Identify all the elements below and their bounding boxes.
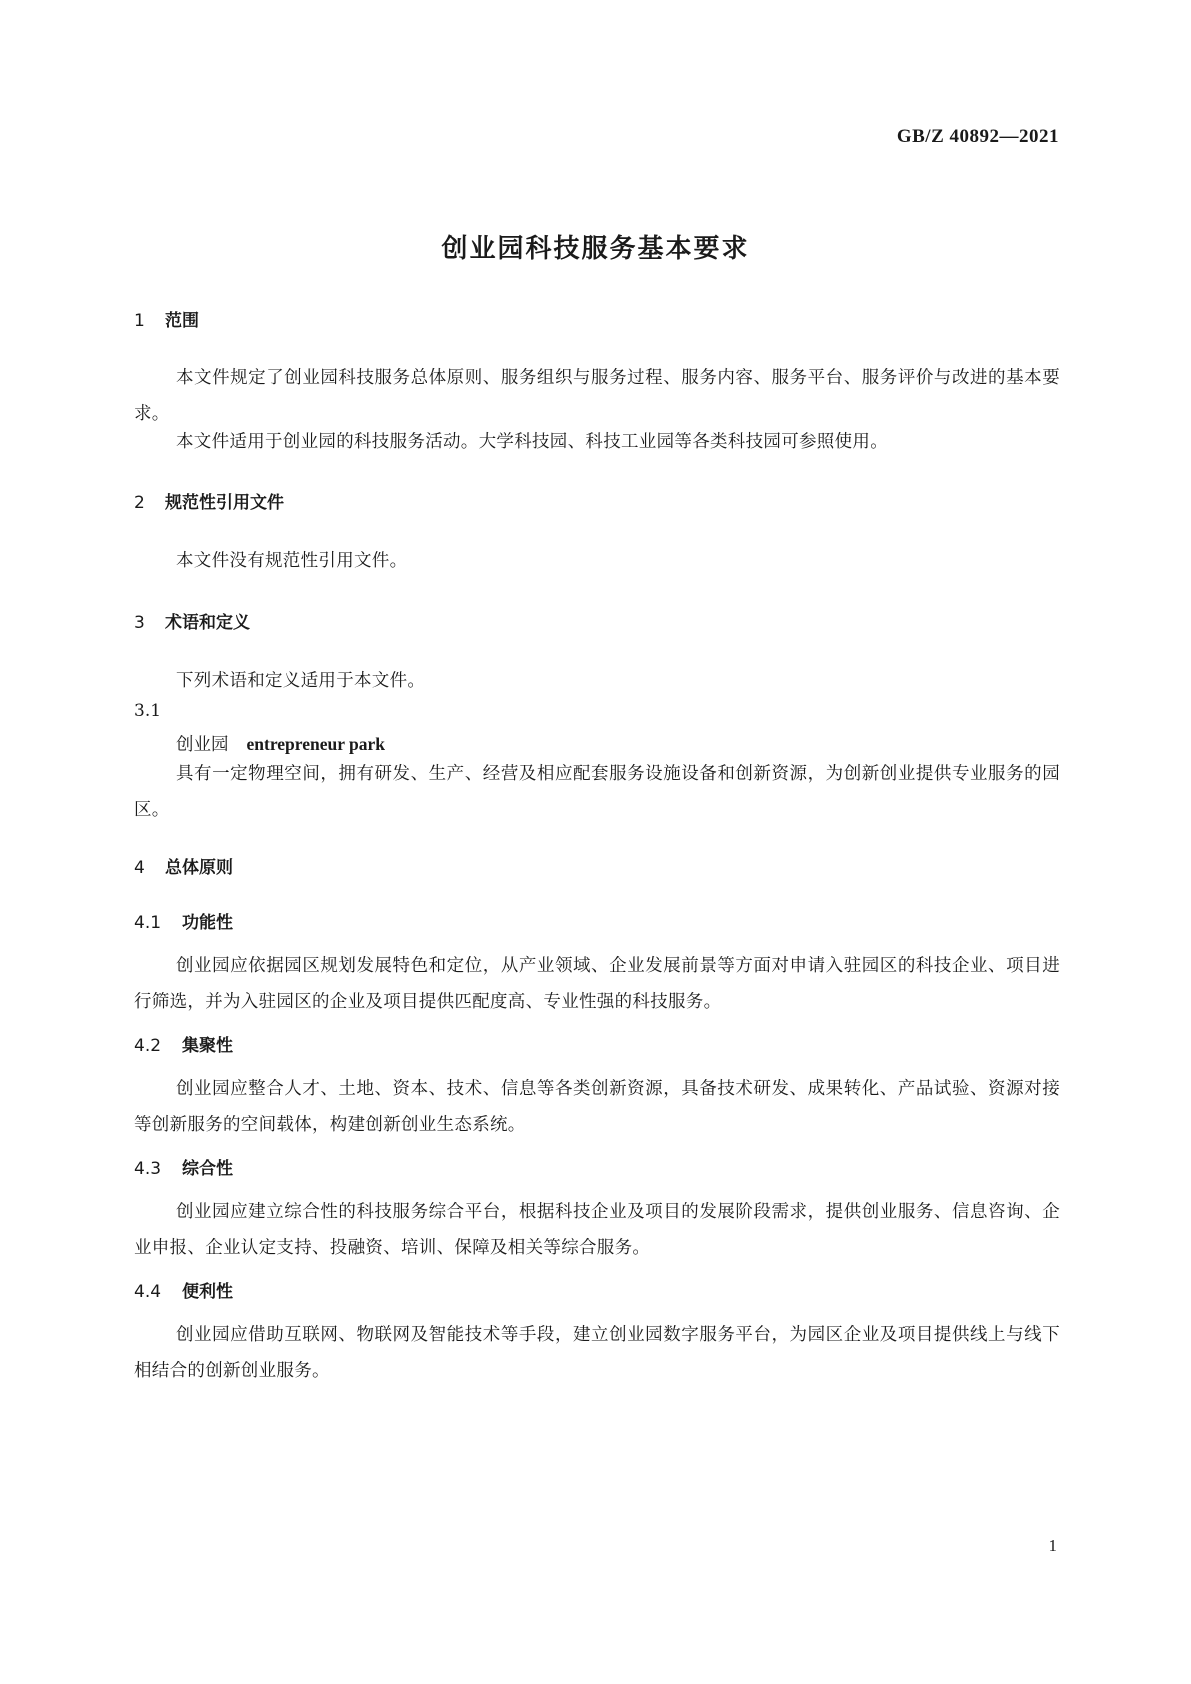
subsection-4-1-text: 创业园应依据园区规划发展特色和定位，从产业领域、企业发展前景等方面对申请入驻园区的科技企业、项目进行筛选，并为入驻园区的企业及项目提供匹配度高、专业性强的科技服务。: [134, 956, 1060, 1012]
subsection-4-3-text: 创业园应建立综合性的科技服务综合平台，根据科技企业及项目的发展阶段需求，提供创业服务、信息咨询、企业申报、企业认定支持、投融资、培训、保障及相关等综合服务。: [134, 1202, 1060, 1258]
section-1-paragraph-2: 本文件适用于创业园的科技服务活动。大学科技园、科技工业园等各类科技园可参照使用。: [176, 432, 888, 452]
section-3-heading: [134, 608, 1060, 633]
section-number: 4: [134, 858, 145, 878]
subsection-number: 4.1: [134, 913, 162, 933]
section-number: 2: [134, 493, 145, 513]
subsection-number: 4.4: [134, 1282, 162, 1302]
section-1-heading: [134, 306, 1060, 331]
term-definition: 具有一定物理空间，拥有研发、生产、经营及相应配套服务设施设备和创新资源，为创新创业提供专业服务的园区。: [134, 764, 1060, 820]
section-title: 规范性引用文件: [165, 493, 284, 513]
section-title: 总体原则: [165, 858, 233, 878]
subsection-title: 集聚性: [182, 1036, 233, 1056]
subsection-number: 4.3: [134, 1159, 162, 1179]
subsection-4-2-text: 创业园应整合人才、土地、资本、技术、信息等各类创新资源，具备技术研发、成果转化、产品试验、资源对接等创新服务的空间载体，构建创新创业生态系统。: [134, 1079, 1060, 1135]
section-2-heading: [134, 488, 1060, 513]
subsection-4-4-heading: [134, 1277, 1060, 1302]
section-1-paragraph-1: 本文件规定了创业园科技服务总体原则、服务组织与服务过程、服务内容、服务平台、服务评价与改进的基本要求。: [134, 368, 1060, 424]
subsection-4-4-text: 创业园应借助互联网、物联网及智能技术等手段，建立创业园数字服务平台，为园区企业及项目提供线上与线下相结合的创新创业服务。: [134, 1325, 1060, 1381]
subsection-number: 4.2: [134, 1036, 162, 1056]
section-number: 3: [134, 613, 145, 633]
subsection-title: 功能性: [182, 913, 233, 933]
section-2-paragraph: 本文件没有规范性引用文件。: [176, 551, 408, 571]
section-3-intro: 下列术语和定义适用于本文件。: [176, 671, 426, 691]
term-name-zh: 创业园: [176, 735, 229, 755]
term-name: [134, 731, 1102, 756]
term-name-en: entrepreneur park: [246, 734, 386, 754]
subsection-title: 便利性: [182, 1282, 233, 1302]
document-title: 创业园科技服务基本要求: [441, 234, 750, 264]
page-number: 1: [1048, 1536, 1057, 1555]
section-title: 术语和定义: [165, 613, 250, 633]
standard-code: GB/Z 40892—2021: [896, 126, 1059, 147]
term-number: 3.1: [134, 701, 162, 721]
subsection-4-2-heading: [134, 1031, 1060, 1056]
subsection-4-3-heading: [134, 1154, 1060, 1179]
section-title: 范围: [165, 311, 199, 331]
section-number: 1: [134, 311, 145, 331]
section-4-heading: [134, 853, 1060, 878]
subsection-title: 综合性: [182, 1159, 233, 1179]
subsection-4-1-heading: [134, 908, 1060, 933]
